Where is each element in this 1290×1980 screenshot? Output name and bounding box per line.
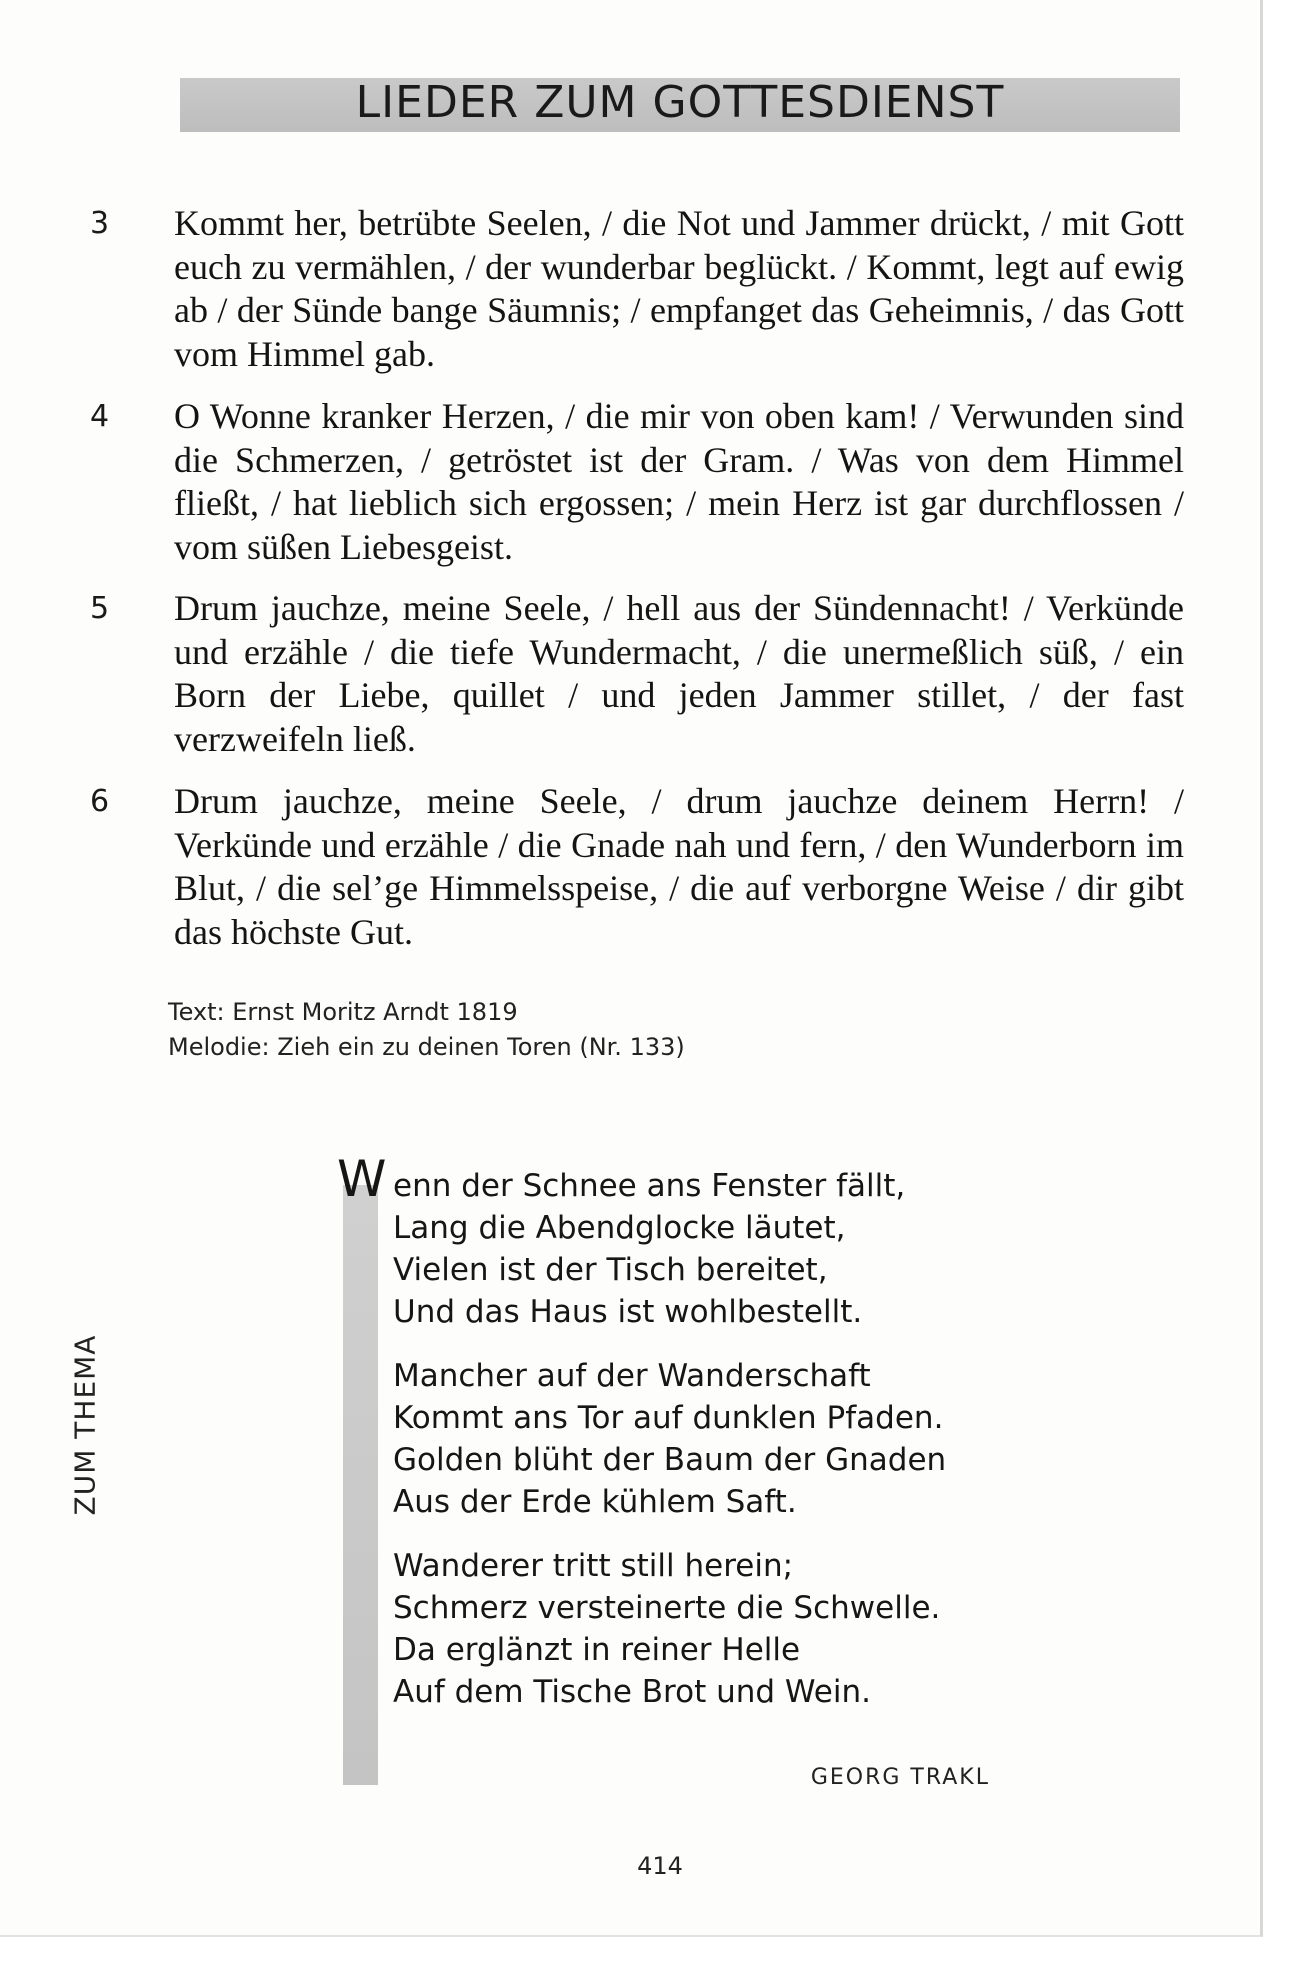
side-label-text: ZUM THEMA <box>68 1334 102 1516</box>
page-number: 414 <box>637 1852 683 1880</box>
poem-stanza <box>393 1355 1093 1523</box>
poem-dropcap: W <box>337 1150 387 1208</box>
poem-line: Da erglänzt in reiner Helle <box>393 1632 801 1668</box>
poem-line: Und das Haus ist wohlbestellt. <box>393 1294 863 1330</box>
verse-number: 4 <box>90 399 110 434</box>
poem-line: Aus der Erde kühlem Saft. <box>393 1484 797 1520</box>
text-credit: Text: Ernst Moritz Arndt 1819 <box>168 998 518 1026</box>
poem-accent-bar <box>343 1185 378 1785</box>
page-header-title: LIEDER ZUM GOTTESDIENST <box>355 77 1005 128</box>
poem-stanza <box>393 1545 1093 1713</box>
poem-line: Lang die Abendglocke läutet, <box>393 1210 846 1246</box>
poem-stanza <box>393 1165 1093 1333</box>
poem-line: enn der Schnee ans Fenster fällt, <box>393 1168 906 1204</box>
poem-line: Kommt ans Tor auf dunklen Pfaden. <box>393 1400 944 1436</box>
verse-text: Drum jauchze, meine Seele, / drum jauchze deinem Herrn! / Verkünde und erzähle / die Gnade nah und fern, / den Wunderborn im Blut, / die sel’ge Himmelsspeise, / die auf verborgne Weise / dir gibt das höchste Gut. <box>174 781 1184 952</box>
verse-number: 6 <box>90 784 110 819</box>
verse-text: Drum jauchze, meine Seele, / hell aus der Sündennacht! / Verkünde und erzähle / die tiefe Wundermacht, / die unermeßlich süß, / ein Born der Liebe, quillet / und jeden Jammer stillet, / der fast verzweifeln ließ. <box>174 588 1184 759</box>
melody-credit: Melodie: Zieh ein zu deinen Toren (Nr. 133) <box>168 1033 685 1061</box>
poem-author: GEORG TRAKL <box>810 1765 990 1790</box>
poem-line: Mancher auf der Wanderschaft <box>393 1358 871 1394</box>
poem <box>393 1165 1093 1735</box>
song-credits <box>168 995 685 1065</box>
poem-line: Wanderer tritt still herein; <box>393 1548 794 1584</box>
poem-line: Auf dem Tische Brot und Wein. <box>393 1674 871 1710</box>
poem-line: Vielen ist der Tisch bereitet, <box>393 1252 828 1288</box>
verse-text: O Wonne kranker Herzen, / die mir von oben kam! / Verwunden sind die Schmerzen, / getröstet ist der Gram. / Was von dem Himmel fließt, / hat lieblich sich ergossen; / mein Herz ist gar durchflossen / vom süßen Liebesgeist. <box>174 396 1184 567</box>
poem-line: Schmerz versteinerte die Schwelle. <box>393 1590 941 1626</box>
verse-number: 5 <box>90 591 110 626</box>
verse-number: 3 <box>90 206 110 241</box>
side-label <box>70 1315 100 1535</box>
verse-text: Kommt her, betrübte Seelen, / die Not und Jammer drückt, / mit Gott euch zu vermählen, / der wunderbar beglückt. / Kommt, legt auf ewig ab / der Sünde bange Säumnis; / empfanget das Geheimnis, / das Gott vom Himmel gab. <box>174 203 1184 374</box>
poem-line: Golden blüht der Baum der Gnaden <box>393 1442 947 1478</box>
